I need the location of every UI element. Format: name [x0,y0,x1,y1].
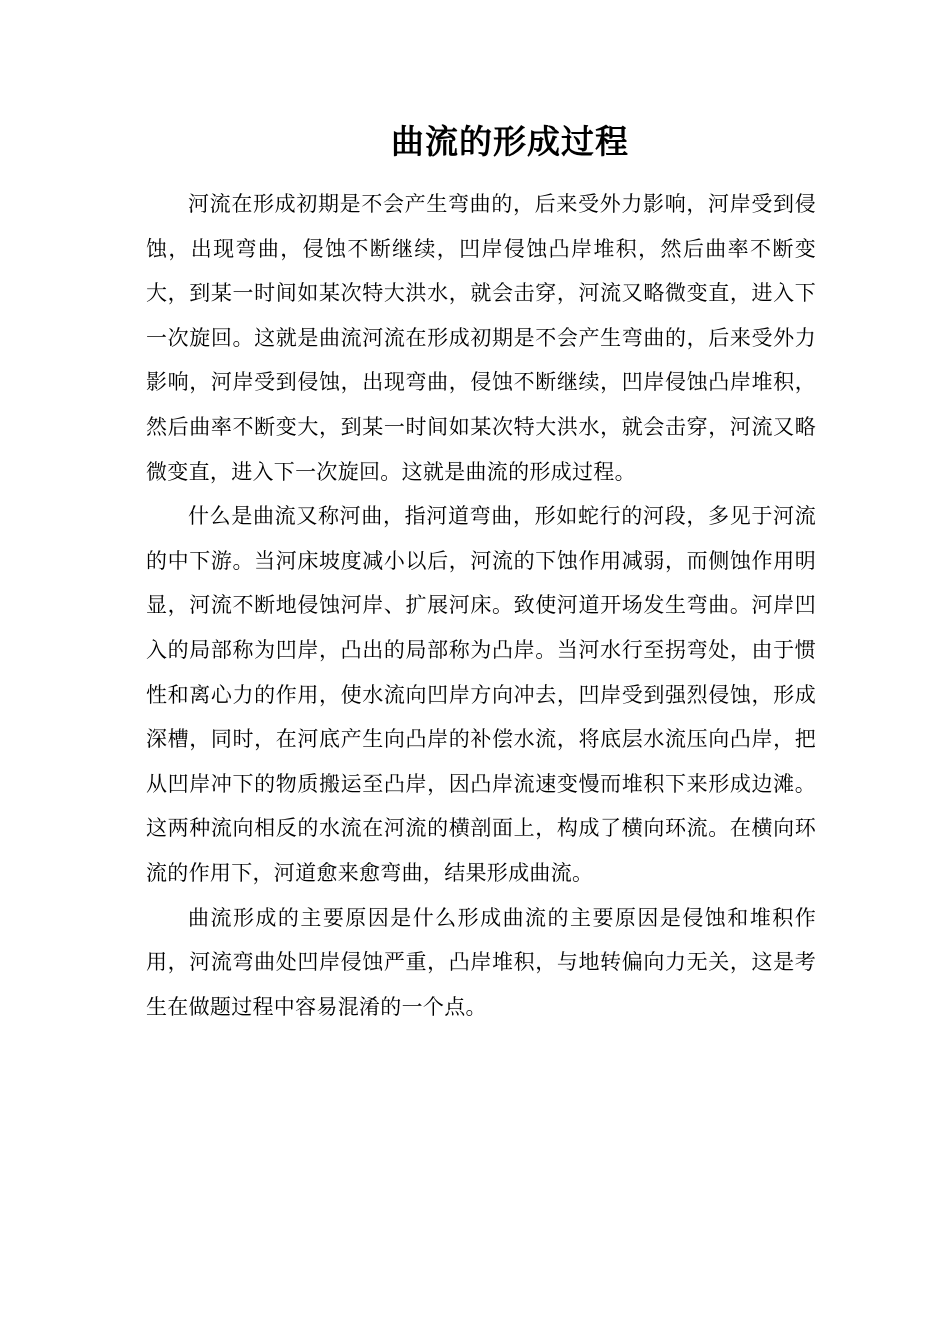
paragraph-1: 河流在形成初期是不会产生弯曲的，后来受外力影响，河岸受到侵蚀，出现弯曲，侵蚀不断继续，凹岸侵蚀凸岸堆积，然后曲率不断变大，到某一时间如某次特大洪水，就会击穿，河流又略微变直，进入下一次旋回。这就是曲流河流在形成初期是不会产生弯曲的，后来受外力影响，河岸受到侵蚀，出现弯曲，侵蚀不断继续，凹岸侵蚀凸岸堆积，然后曲率不断变大，到某一时间如某次特大洪水，就会击穿，河流又略微变直，进入下一次旋回。这就是曲流的形成过程。 [146,192,816,484]
paragraph-3: 曲流形成的主要原因是什么形成曲流的主要原因是侵蚀和堆积作用，河流弯曲处凹岸侵蚀严重，凸岸堆积，与地转偏向力无关，这是考生在做题过程中容易混淆的一个点。 [146,905,816,1019]
paragraph-2: 什么是曲流又称河曲，指河道弯曲，形如蛇行的河段，多见于河流的中下游。当河床坡度减小以后，河流的下蚀作用减弱，而侧蚀作用明显，河流不断地侵蚀河岸、扩展河床。致使河道开场发生弯曲。河岸凹入的局部称为凹岸，凸出的局部称为凸岸。当河水行至拐弯处，由于惯性和离心力的作用，使水流向凹岸方向冲去，凹岸受到强烈侵蚀，形成深槽，同时，在河底产生向凸岸的补偿水流，将底层水流压向凸岸，把从凹岸冲下的物质搬运至凸岸，因凸岸流速变慢而堆积下来形成边滩。这两种流向相反的水流在河流的横剖面上，构成了横向环流。在横向环流的作用下，河道愈来愈弯曲，结果形成曲流。 [146,504,816,885]
document-body [146,182,816,1029]
page-title: 曲流的形成过程 [391,122,629,161]
